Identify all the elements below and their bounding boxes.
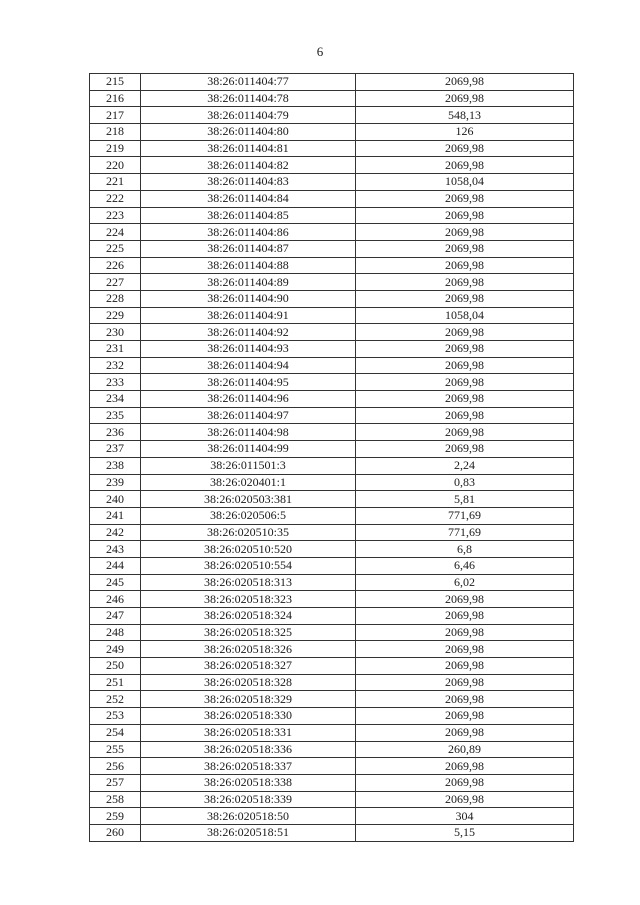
cadastral-number-cell: 38:26:020510:520 — [141, 541, 356, 558]
row-number-cell: 235 — [90, 407, 141, 424]
row-number-cell: 237 — [90, 441, 141, 458]
table-row — [90, 557, 574, 574]
cadastral-number-cell: 38:26:020518:337 — [141, 758, 356, 775]
row-number-cell: 223 — [90, 207, 141, 224]
page-number: 6 — [316, 44, 324, 59]
cadastral-number-cell: 38:26:011404:85 — [141, 207, 356, 224]
value-cell: 2069,98 — [356, 224, 574, 241]
cadastral-number-cell: 38:26:011404:93 — [141, 341, 356, 358]
cadastral-number-cell: 38:26:011404:83 — [141, 174, 356, 191]
row-number-cell: 253 — [90, 708, 141, 725]
table-row — [90, 224, 574, 241]
table-row — [90, 124, 574, 141]
row-number-cell: 254 — [90, 724, 141, 741]
cadastral-number-cell: 38:26:011404:94 — [141, 357, 356, 374]
value-cell: 2069,98 — [356, 691, 574, 708]
cadastral-number-cell: 38:26:020510:35 — [141, 524, 356, 541]
value-cell: 2069,98 — [356, 74, 574, 91]
value-cell: 304 — [356, 808, 574, 825]
value-cell: 260,89 — [356, 741, 574, 758]
value-cell: 2069,98 — [356, 441, 574, 458]
row-number-cell: 255 — [90, 741, 141, 758]
table-row — [90, 741, 574, 758]
cadastral-number-cell: 38:26:020518:339 — [141, 791, 356, 808]
cadastral-number-cell: 38:26:011404:89 — [141, 274, 356, 291]
cadastral-number-cell: 38:26:011404:80 — [141, 124, 356, 141]
value-cell: 5,15 — [356, 824, 574, 841]
table-row — [90, 524, 574, 541]
table-row — [90, 290, 574, 307]
value-cell: 6,8 — [356, 541, 574, 558]
cadastral-number-cell: 38:26:011404:84 — [141, 190, 356, 207]
cadastral-number-cell: 38:26:020518:325 — [141, 624, 356, 641]
value-cell: 2069,98 — [356, 624, 574, 641]
table-row — [90, 724, 574, 741]
cadastral-number-cell: 38:26:011404:91 — [141, 307, 356, 324]
row-number-cell: 218 — [90, 124, 141, 141]
value-cell: 2069,98 — [356, 207, 574, 224]
cadastral-number-cell: 38:26:011404:78 — [141, 90, 356, 107]
row-number-cell: 241 — [90, 507, 141, 524]
row-number-cell: 229 — [90, 307, 141, 324]
value-cell: 2069,98 — [356, 324, 574, 341]
table-row — [90, 407, 574, 424]
cadastral-number-cell: 38:26:020518:331 — [141, 724, 356, 741]
row-number-cell: 256 — [90, 758, 141, 775]
cadastral-number-cell: 38:26:011404:98 — [141, 424, 356, 441]
row-number-cell: 217 — [90, 107, 141, 124]
table-row — [90, 324, 574, 341]
value-cell: 2,24 — [356, 457, 574, 474]
table-row — [90, 341, 574, 358]
cadastral-number-cell: 38:26:020506:5 — [141, 507, 356, 524]
value-cell: 2069,98 — [356, 641, 574, 658]
table-row — [90, 791, 574, 808]
row-number-cell: 228 — [90, 290, 141, 307]
table-row — [90, 491, 574, 508]
value-cell: 548,13 — [356, 107, 574, 124]
table-row — [90, 190, 574, 207]
value-cell: 1058,04 — [356, 307, 574, 324]
table-row — [90, 608, 574, 625]
cadastral-number-cell: 38:26:011404:88 — [141, 257, 356, 274]
row-number-cell: 244 — [90, 557, 141, 574]
table-row — [90, 307, 574, 324]
cadastral-number-cell: 38:26:020518:50 — [141, 808, 356, 825]
cadastral-number-cell: 38:26:020510:554 — [141, 557, 356, 574]
value-cell: 0,83 — [356, 474, 574, 491]
row-number-cell: 230 — [90, 324, 141, 341]
row-number-cell: 257 — [90, 774, 141, 791]
cadastral-number-cell: 38:26:020518:336 — [141, 741, 356, 758]
table-row — [90, 541, 574, 558]
value-cell: 2069,98 — [356, 407, 574, 424]
table-row — [90, 674, 574, 691]
cadastral-number-cell: 38:26:020503:381 — [141, 491, 356, 508]
row-number-cell: 215 — [90, 74, 141, 91]
cadastral-number-cell: 38:26:011404:92 — [141, 324, 356, 341]
table-row — [90, 574, 574, 591]
row-number-cell: 259 — [90, 808, 141, 825]
value-cell: 771,69 — [356, 507, 574, 524]
table-row — [90, 641, 574, 658]
cadastral-number-cell: 38:26:020518:329 — [141, 691, 356, 708]
table-row — [90, 240, 574, 257]
row-number-cell: 243 — [90, 541, 141, 558]
value-cell: 2069,98 — [356, 608, 574, 625]
row-number-cell: 225 — [90, 240, 141, 257]
row-number-cell: 258 — [90, 791, 141, 808]
cadastral-number-cell: 38:26:011404:95 — [141, 374, 356, 391]
value-cell: 2069,98 — [356, 774, 574, 791]
table-row — [90, 107, 574, 124]
row-number-cell: 260 — [90, 824, 141, 841]
table-row — [90, 140, 574, 157]
table-row — [90, 808, 574, 825]
row-number-cell: 226 — [90, 257, 141, 274]
cadastral-number-cell: 38:26:020518:330 — [141, 708, 356, 725]
cadastral-value-table — [89, 73, 574, 842]
table-row — [90, 157, 574, 174]
value-cell: 2069,98 — [356, 791, 574, 808]
table-row — [90, 391, 574, 408]
value-cell: 2069,98 — [356, 424, 574, 441]
row-number-cell: 239 — [90, 474, 141, 491]
cadastral-number-cell: 38:26:011404:86 — [141, 224, 356, 241]
row-number-cell: 251 — [90, 674, 141, 691]
row-number-cell: 246 — [90, 591, 141, 608]
table-row — [90, 507, 574, 524]
table-row — [90, 274, 574, 291]
table-row — [90, 824, 574, 841]
cadastral-number-cell: 38:26:020518:51 — [141, 824, 356, 841]
value-cell: 2069,98 — [356, 724, 574, 741]
table-body — [90, 74, 574, 842]
value-cell: 126 — [356, 124, 574, 141]
row-number-cell: 222 — [90, 190, 141, 207]
cadastral-number-cell: 38:26:020518:323 — [141, 591, 356, 608]
row-number-cell: 234 — [90, 391, 141, 408]
row-number-cell: 227 — [90, 274, 141, 291]
table-row — [90, 74, 574, 91]
table-row — [90, 424, 574, 441]
table-row — [90, 357, 574, 374]
value-cell: 6,46 — [356, 557, 574, 574]
value-cell: 2069,98 — [356, 90, 574, 107]
value-cell: 2069,98 — [356, 674, 574, 691]
cadastral-number-cell: 38:26:011404:90 — [141, 290, 356, 307]
row-number-cell: 224 — [90, 224, 141, 241]
value-cell: 2069,98 — [356, 341, 574, 358]
row-number-cell: 233 — [90, 374, 141, 391]
cadastral-number-cell: 38:26:011404:77 — [141, 74, 356, 91]
row-number-cell: 252 — [90, 691, 141, 708]
row-number-cell: 250 — [90, 658, 141, 675]
value-cell: 2069,98 — [356, 708, 574, 725]
row-number-cell: 221 — [90, 174, 141, 191]
value-cell: 2069,98 — [356, 157, 574, 174]
table-row — [90, 591, 574, 608]
value-cell: 2069,98 — [356, 240, 574, 257]
row-number-cell: 248 — [90, 624, 141, 641]
table-row — [90, 624, 574, 641]
cadastral-number-cell: 38:26:020518:313 — [141, 574, 356, 591]
table-row — [90, 457, 574, 474]
cadastral-number-cell: 38:26:011501:3 — [141, 457, 356, 474]
value-cell: 2069,98 — [356, 658, 574, 675]
table-row — [90, 708, 574, 725]
cadastral-number-cell: 38:26:020518:328 — [141, 674, 356, 691]
table-row — [90, 257, 574, 274]
cadastral-number-cell: 38:26:020518:326 — [141, 641, 356, 658]
table-row — [90, 207, 574, 224]
value-cell: 2069,98 — [356, 290, 574, 307]
table-row — [90, 658, 574, 675]
table-row — [90, 774, 574, 791]
value-cell: 2069,98 — [356, 374, 574, 391]
cadastral-number-cell: 38:26:011404:96 — [141, 391, 356, 408]
table-row — [90, 474, 574, 491]
table-row — [90, 691, 574, 708]
row-number-cell: 231 — [90, 341, 141, 358]
row-number-cell: 219 — [90, 140, 141, 157]
value-cell: 2069,98 — [356, 257, 574, 274]
value-cell: 2069,98 — [356, 591, 574, 608]
cadastral-number-cell: 38:26:020518:324 — [141, 608, 356, 625]
cadastral-number-cell: 38:26:011404:79 — [141, 107, 356, 124]
table-row — [90, 90, 574, 107]
cadastral-number-cell: 38:26:011404:99 — [141, 441, 356, 458]
row-number-cell: 220 — [90, 157, 141, 174]
table-row — [90, 174, 574, 191]
value-cell: 771,69 — [356, 524, 574, 541]
cadastral-number-cell: 38:26:020518:327 — [141, 658, 356, 675]
cadastral-number-cell: 38:26:011404:82 — [141, 157, 356, 174]
row-number-cell: 236 — [90, 424, 141, 441]
value-cell: 2069,98 — [356, 391, 574, 408]
table-row — [90, 441, 574, 458]
row-number-cell: 238 — [90, 457, 141, 474]
cadastral-number-cell: 38:26:011404:97 — [141, 407, 356, 424]
value-cell: 2069,98 — [356, 274, 574, 291]
value-cell: 2069,98 — [356, 140, 574, 157]
table-row — [90, 374, 574, 391]
row-number-cell: 247 — [90, 608, 141, 625]
table-row — [90, 758, 574, 775]
cadastral-number-cell: 38:26:020518:338 — [141, 774, 356, 791]
cadastral-number-cell: 38:26:011404:87 — [141, 240, 356, 257]
row-number-cell: 242 — [90, 524, 141, 541]
row-number-cell: 216 — [90, 90, 141, 107]
row-number-cell: 240 — [90, 491, 141, 508]
value-cell: 1058,04 — [356, 174, 574, 191]
value-cell: 2069,98 — [356, 357, 574, 374]
value-cell: 5,81 — [356, 491, 574, 508]
value-cell: 2069,98 — [356, 190, 574, 207]
row-number-cell: 232 — [90, 357, 141, 374]
value-cell: 6,02 — [356, 574, 574, 591]
cadastral-number-cell: 38:26:020401:1 — [141, 474, 356, 491]
row-number-cell: 249 — [90, 641, 141, 658]
value-cell: 2069,98 — [356, 758, 574, 775]
row-number-cell: 245 — [90, 574, 141, 591]
cadastral-number-cell: 38:26:011404:81 — [141, 140, 356, 157]
